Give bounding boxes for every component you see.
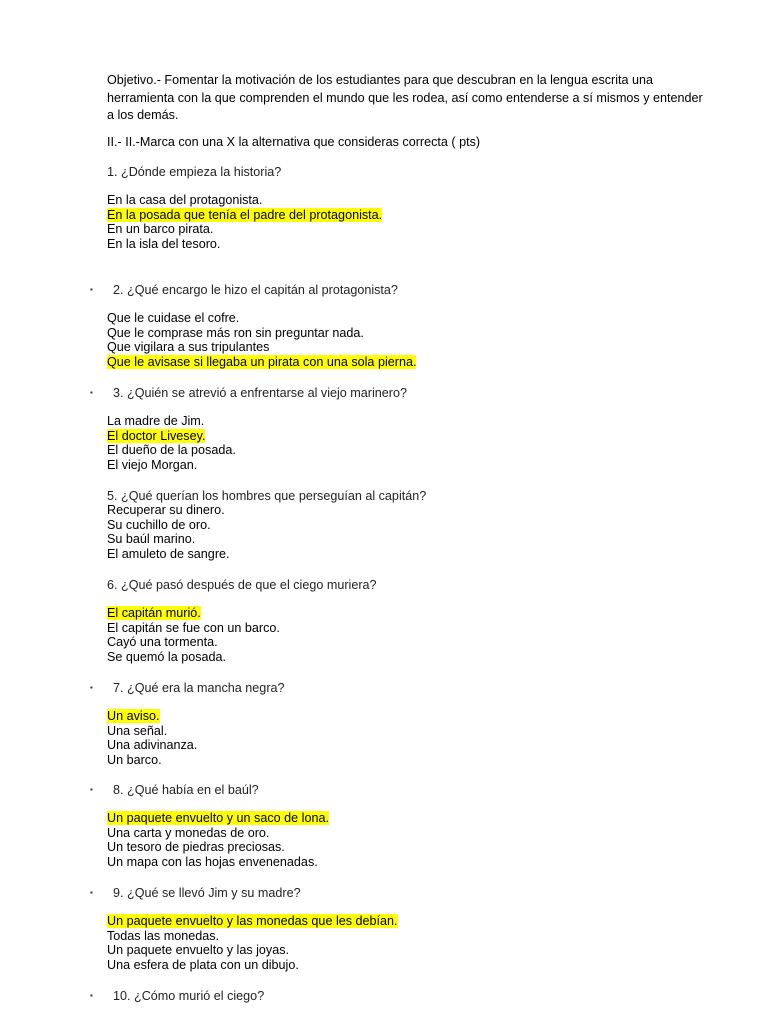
- option-text: Cayó una tormenta.: [107, 635, 218, 650]
- option-correct: [107, 709, 197, 724]
- option: [107, 311, 416, 326]
- option: [107, 621, 280, 636]
- options-question-1: [107, 193, 382, 252]
- option-text: Su baúl marino.: [107, 532, 196, 547]
- option-text: Que le cuidase el cofre.: [107, 311, 240, 325]
- question-6: 6. ¿Qué pasó después de que el ciego muriera?: [107, 578, 377, 592]
- option-text-highlighted: Un paquete envuelto y un saco de lona.: [107, 811, 329, 825]
- option-text: Su cuchillo de oro.: [107, 517, 211, 532]
- option-correct: [107, 914, 398, 929]
- option-text: Una adivinanza.: [107, 738, 198, 753]
- option: [107, 738, 197, 753]
- option: [107, 222, 382, 237]
- option-correct: [107, 811, 329, 826]
- options-question-2: [107, 311, 416, 370]
- bullet-marker: ▪: [90, 888, 93, 897]
- option-text: En la casa del protagonista.: [107, 193, 263, 207]
- option-text: El capitán se fue con un barco.: [107, 620, 280, 635]
- option-text-highlighted: El capitán murió.: [107, 606, 201, 620]
- option: [107, 518, 230, 533]
- option: [107, 650, 280, 665]
- option: [107, 635, 280, 650]
- option-correct: [107, 355, 416, 370]
- options-question-7: [107, 709, 197, 768]
- objective-paragraph: Objetivo.- Fomentar la motivación de los estudiantes para que descubran en la lengua escrita una herramienta con la que comprenden el mundo que les rodea, así como entenderse a sí mismos y entender a los demás.: [107, 73, 703, 122]
- option: [107, 193, 382, 208]
- option-text: Una señal.: [107, 723, 168, 738]
- options-question-6: [107, 606, 280, 665]
- option: [107, 724, 197, 739]
- option-text: En la isla del tesoro.: [107, 237, 221, 252]
- option-correct: [107, 429, 236, 444]
- option: [107, 458, 236, 473]
- option: [107, 503, 230, 518]
- options-question-9: [107, 914, 398, 973]
- option-text: Se quemó la posada.: [107, 650, 227, 665]
- option: [107, 237, 382, 252]
- option-text-highlighted: Que le avisase si llegaba un pirata con una sola pierna.: [107, 355, 417, 370]
- option-correct: [107, 208, 382, 223]
- bullet-marker: ▪: [90, 683, 93, 692]
- option: [107, 840, 329, 855]
- option-text: Un tesoro de piedras preciosas.: [107, 840, 285, 855]
- option-text-highlighted: Un aviso.: [107, 709, 160, 723]
- option-text-highlighted: El doctor Livesey.: [107, 428, 206, 443]
- options-question-3: [107, 414, 236, 473]
- option-text: Todas las monedas.: [107, 928, 220, 943]
- question-9: 9. ¿Qué se llevó Jim y su madre?: [113, 886, 301, 900]
- question-10: 10. ¿Cómo murió el ciego?: [113, 989, 265, 1003]
- option: [107, 958, 398, 973]
- question-5: 5. ¿Qué querían los hombres que perseguían al capitán?: [107, 489, 427, 503]
- option: [107, 532, 230, 547]
- option: [107, 326, 416, 341]
- question-7: 7. ¿Qué era la mancha negra?: [113, 681, 285, 695]
- options-question-5: [107, 503, 230, 562]
- option: [107, 929, 398, 944]
- option-text: Un paquete envuelto y las joyas.: [107, 943, 290, 958]
- option-text-highlighted: En la posada que tenía el padre del protagonista.: [107, 207, 383, 222]
- option-text: Una esfera de plata con un dibujo.: [107, 958, 299, 973]
- option-text: El dueño de la posada.: [107, 443, 236, 458]
- option-correct: [107, 606, 280, 621]
- question-1: 1. ¿Dónde empieza la historia?: [107, 165, 282, 179]
- option-text: Que vigilara a sus tripulantes: [107, 340, 270, 355]
- options-question-8: [107, 811, 329, 870]
- option-text: Una carta y monedas de oro.: [107, 825, 270, 840]
- option-text: La madre de Jim.: [107, 414, 205, 428]
- question-2: 2. ¿Qué encargo le hizo el capitán al protagonista?: [113, 283, 398, 297]
- bullet-marker: ▪: [90, 991, 93, 1000]
- option-text: El viejo Morgan.: [107, 458, 198, 473]
- bullet-marker: ▪: [90, 388, 93, 397]
- bullet-marker: ▪: [90, 785, 93, 794]
- option: [107, 826, 329, 841]
- option-text: En un barco pirata.: [107, 222, 214, 237]
- option: [107, 855, 329, 870]
- option-text: Recuperar su dinero.: [107, 503, 225, 517]
- option-text: Que le comprase más ron sin preguntar nada.: [107, 325, 364, 340]
- instruction-heading: II.- II.-Marca con una X la alternativa que consideras correcta ( pts): [107, 135, 481, 149]
- option: [107, 547, 230, 562]
- option-text: Un mapa con las hojas envenenadas.: [107, 855, 318, 870]
- option-text: Un barco.: [107, 753, 162, 768]
- option: [107, 443, 236, 458]
- question-8: 8. ¿Qué había en el baúl?: [113, 783, 259, 797]
- option-text: El amuleto de sangre.: [107, 547, 230, 562]
- option: [107, 414, 236, 429]
- option: [107, 943, 398, 958]
- option: [107, 753, 197, 768]
- option: [107, 340, 416, 355]
- option-text-highlighted: Un paquete envuelto y las monedas que les debían.: [107, 914, 398, 928]
- question-3: 3. ¿Quién se atrevió a enfrentarse al viejo marinero?: [113, 386, 408, 400]
- bullet-marker: ▪: [90, 285, 93, 294]
